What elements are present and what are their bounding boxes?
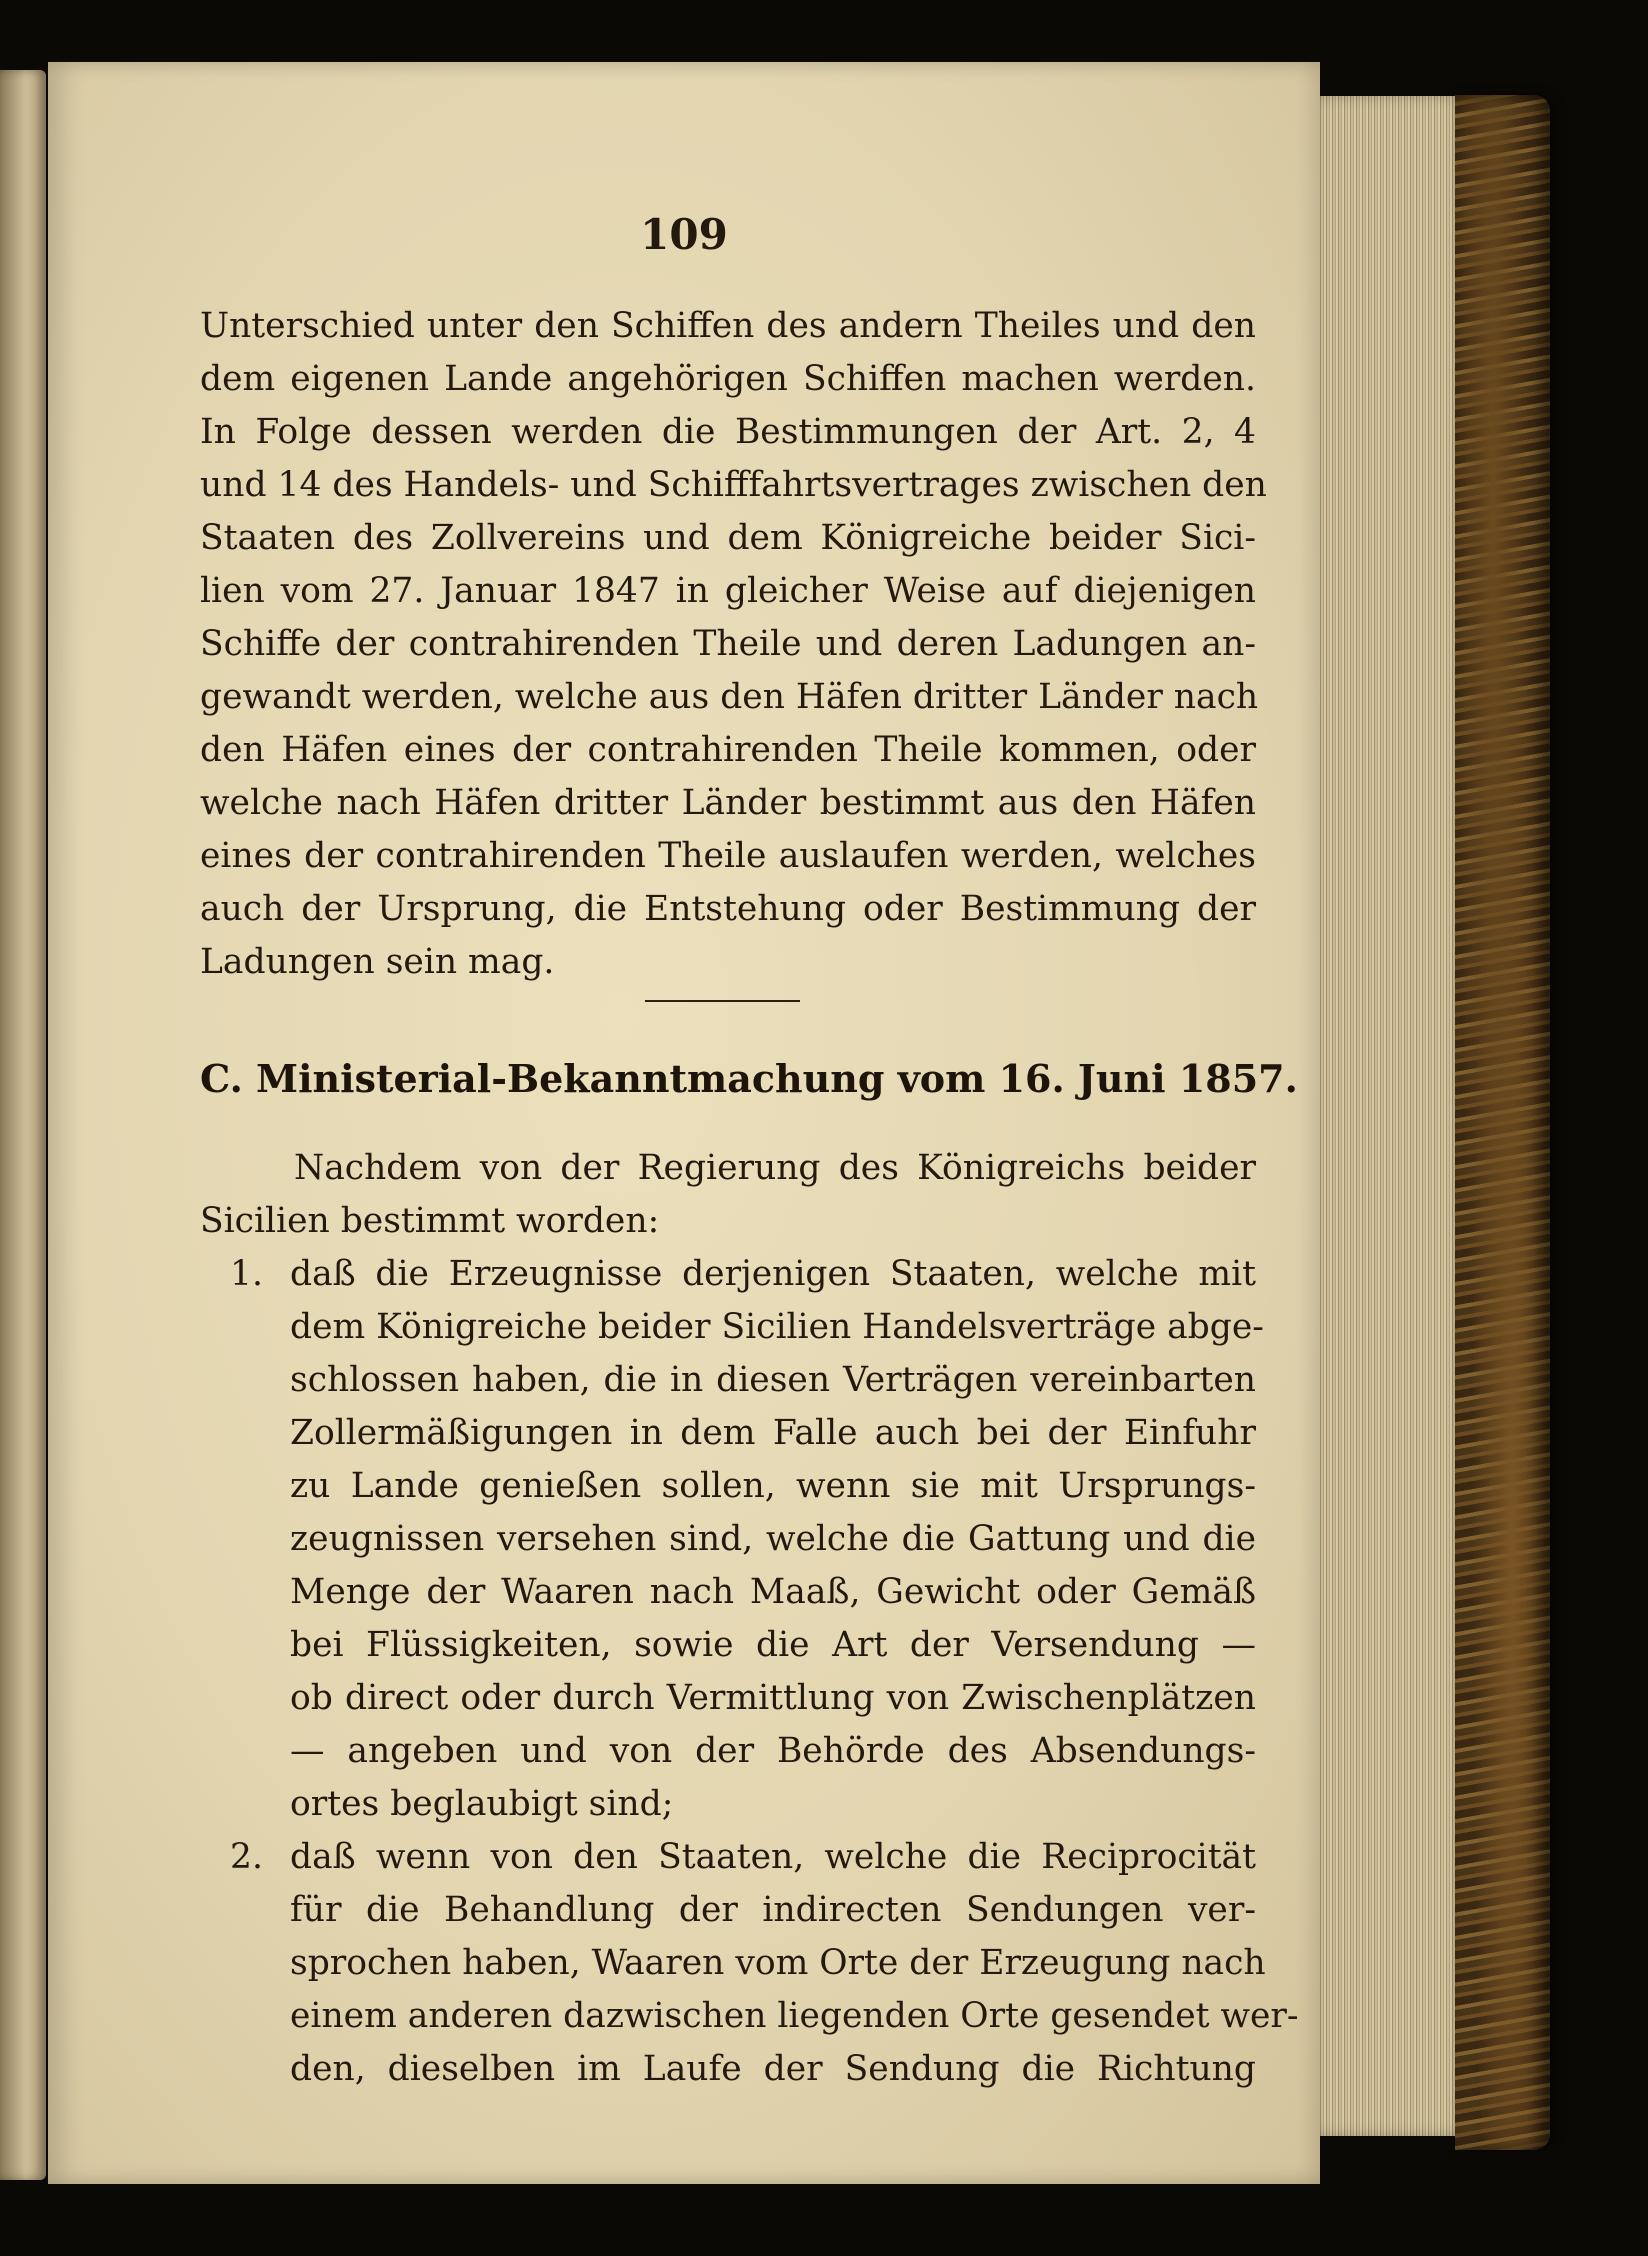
- text-line: — angeben und von der Behörde des Absendungs-: [290, 1731, 1256, 1771]
- text-line: In Folge dessen werden die Bestimmungen der Art. 2, 4: [200, 412, 1256, 452]
- text-line: zeugnissen versehen sind, welche die Gattung und die: [290, 1519, 1256, 1559]
- text-line: für die Behandlung der indirecten Sendungen ver-: [290, 1890, 1256, 1930]
- text-line: gewandt werden, welche aus den Häfen dritter Länder nach: [200, 677, 1259, 717]
- text-line: lien vom 27. Januar 1847 in gleicher Weise auf diejenigen: [200, 571, 1256, 611]
- text-line: ob direct oder durch Vermittlung von Zwischenplätzen: [290, 1678, 1256, 1718]
- text-line: bei Flüssigkeiten, sowie die Art der Versendung —: [290, 1625, 1256, 1665]
- page-edges: [1300, 96, 1478, 2136]
- text-line: dem eigenen Lande angehörigen Schiffen machen werden.: [200, 359, 1256, 399]
- page-number: 109: [640, 210, 728, 259]
- text-line: Unterschied unter den Schiffen des andern Theiles und den: [200, 306, 1256, 346]
- text-line: eines der contrahirenden Theile auslaufen werden, welches: [200, 836, 1256, 876]
- list-item-line: [200, 1248, 1256, 1301]
- section-heading: C. Ministerial-Bekanntmachung vom 16. Juni 1857.: [200, 1056, 1298, 1101]
- text-line: Ladungen sein mag.: [200, 942, 555, 982]
- paragraph-1: [200, 300, 1267, 989]
- list-item-number: 2.: [230, 1837, 263, 1877]
- left-page-edge: [0, 70, 46, 2180]
- section-divider: [645, 1000, 800, 1002]
- text-line: Zollermäßigungen in dem Falle auch bei der Einfuhr: [290, 1413, 1256, 1453]
- text-line: zu Lande genießen sollen, wenn sie mit Ursprungs-: [290, 1466, 1256, 1506]
- text-line: den, dieselben im Laufe der Sendung die Richtung: [290, 2049, 1256, 2089]
- text-line: ortes beglaubigt sind;: [290, 1784, 674, 1824]
- text-line: und 14 des Handels- und Schifffahrtsvertrages zwischen den: [200, 465, 1267, 505]
- text-line: daß wenn von den Staaten, welche die Reciprocität: [290, 1837, 1256, 1877]
- text-line: daß die Erzeugnisse derjenigen Staaten, welche mit: [290, 1254, 1256, 1294]
- text-line: welche nach Häfen dritter Länder bestimmt aus den Häfen: [200, 783, 1256, 823]
- list-item-number: 1.: [230, 1254, 263, 1294]
- book-page: [48, 62, 1320, 2184]
- book-cover: [1455, 95, 1550, 2150]
- text-line: sprochen haben, Waaren vom Orte der Erzeugung nach: [290, 1943, 1266, 1983]
- list-item-line: [200, 1831, 1256, 1884]
- text-line: dem Königreiche beider Sicilien Handelsverträge abge-: [290, 1307, 1264, 1347]
- text-line: auch der Ursprung, die Entstehung oder Bestimmung der: [200, 889, 1256, 929]
- text-line: schlossen haben, die in diesen Verträgen vereinbarten: [290, 1360, 1256, 1400]
- list-item-1: [200, 1248, 1264, 1831]
- text-line: den Häfen eines der contrahirenden Theile kommen, oder: [200, 730, 1256, 770]
- list-item-2: [200, 1831, 1299, 2096]
- text-line: Nachdem von der Regierung des Königreichs beider: [294, 1148, 1256, 1188]
- text-line: Sicilien bestimmt worden:: [200, 1201, 660, 1241]
- text-line: Staaten des Zollvereins und dem Königreiche beider Sici-: [200, 518, 1256, 558]
- intro-paragraph: [200, 1142, 1256, 1248]
- text-line: Schiffe der contrahirenden Theile und deren Ladungen an-: [200, 624, 1256, 664]
- text-line: Menge der Waaren nach Maaß, Gewicht oder Gemäß: [290, 1572, 1256, 1612]
- text-line: einem anderen dazwischen liegenden Orte gesendet wer-: [290, 1996, 1299, 2036]
